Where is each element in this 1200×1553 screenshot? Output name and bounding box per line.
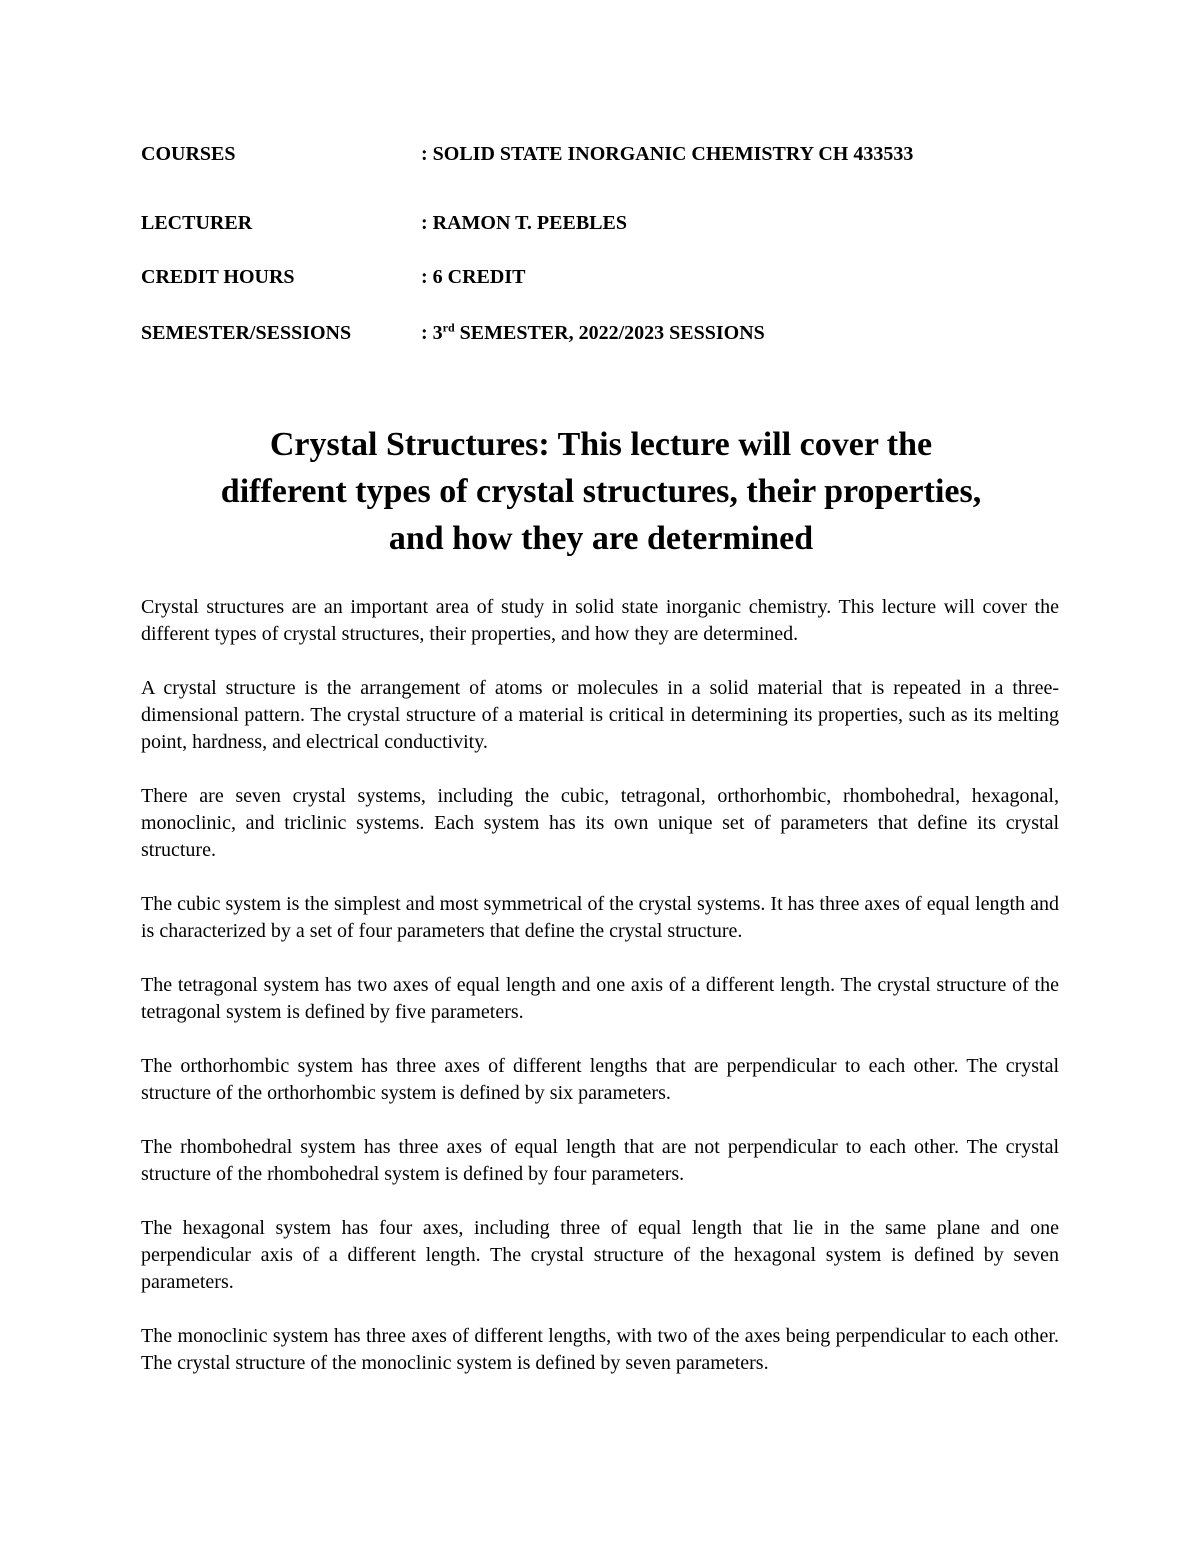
course-value: : SOLID STATE INORGANIC CHEMISTRY CH 433533 bbox=[421, 143, 914, 165]
credit-label: CREDIT HOURS bbox=[141, 266, 295, 288]
semester-row bbox=[141, 319, 1061, 347]
course-row bbox=[141, 140, 1061, 168]
paragraph-intro: Crystal structures are an important area of study in solid state inorganic chemistry. This lecture will cover the different types of crystal structures, their properties, and how they are determined. bbox=[141, 596, 1059, 645]
paragraph-cubic: The cubic system is the simplest and most symmetrical of the crystal systems. It has three axes of equal length and is characterized by a set of four parameters that define the crystal structure. bbox=[141, 893, 1059, 942]
paragraph-rhombohedral: The rhombohedral system has three axes of equal length that are not perpendicular to each other. The crystal structure of the rhombohedral system is defined by four parameters. bbox=[141, 1136, 1059, 1185]
semester-ordinal: rd bbox=[442, 320, 455, 335]
lecturer-label: LECTURER bbox=[141, 212, 253, 234]
semester-suffix: SEMESTER, 2022/2023 SESSIONS bbox=[454, 322, 765, 344]
lecture-title bbox=[141, 421, 1061, 562]
title-line: different types of crystal structures, their properties, bbox=[220, 473, 982, 510]
paragraph-orthorhombic: The orthorhombic system has three axes of different lengths that are perpendicular to each other. The crystal structure of the orthorhombic system is defined by six parameters. bbox=[141, 1055, 1059, 1104]
paragraph-seven-systems: There are seven crystal systems, including the cubic, tetragonal, orthorhombic, rhombohedral, hexagonal, monoclinic, and triclinic systems. Each system has its own unique set of parameters that define its crystal structure. bbox=[141, 785, 1059, 861]
paragraph-definition: A crystal structure is the arrangement of atoms or molecules in a solid material that is repeated in a three-dimensional pattern. The crystal structure of a material is critical in determining its properties, such as its melting point, hardness, and electrical conductivity. bbox=[141, 677, 1059, 753]
lecture-body bbox=[141, 594, 1059, 1404]
credit-value: : 6 CREDIT bbox=[421, 266, 526, 288]
lecturer-row bbox=[141, 209, 1061, 237]
paragraph-monoclinic: The monoclinic system has three axes of different lengths, with two of the axes being perpendicular to each other. The crystal structure of the monoclinic system is defined by seven parameters. bbox=[141, 1325, 1059, 1374]
paragraph-hexagonal: The hexagonal system has four axes, including three of equal length that lie in the same plane and one perpendicular axis of a different length. The crystal structure of the hexagonal system is defined by seven parameters. bbox=[141, 1217, 1059, 1293]
semester-prefix: : 3 bbox=[421, 322, 443, 344]
title-line: Crystal Structures: This lecture will cover the bbox=[269, 426, 933, 463]
semester-value bbox=[421, 319, 765, 347]
course-label: COURSES bbox=[141, 143, 236, 165]
title-line: and how they are determined bbox=[388, 520, 814, 557]
credit-row bbox=[141, 263, 1061, 291]
lecturer-value: : RAMON T. PEEBLES bbox=[421, 212, 627, 234]
semester-label: SEMESTER/SESSIONS bbox=[141, 322, 352, 344]
paragraph-tetragonal: The tetragonal system has two axes of equal length and one axis of a different length. The crystal structure of the tetragonal system is defined by five parameters. bbox=[141, 974, 1059, 1023]
